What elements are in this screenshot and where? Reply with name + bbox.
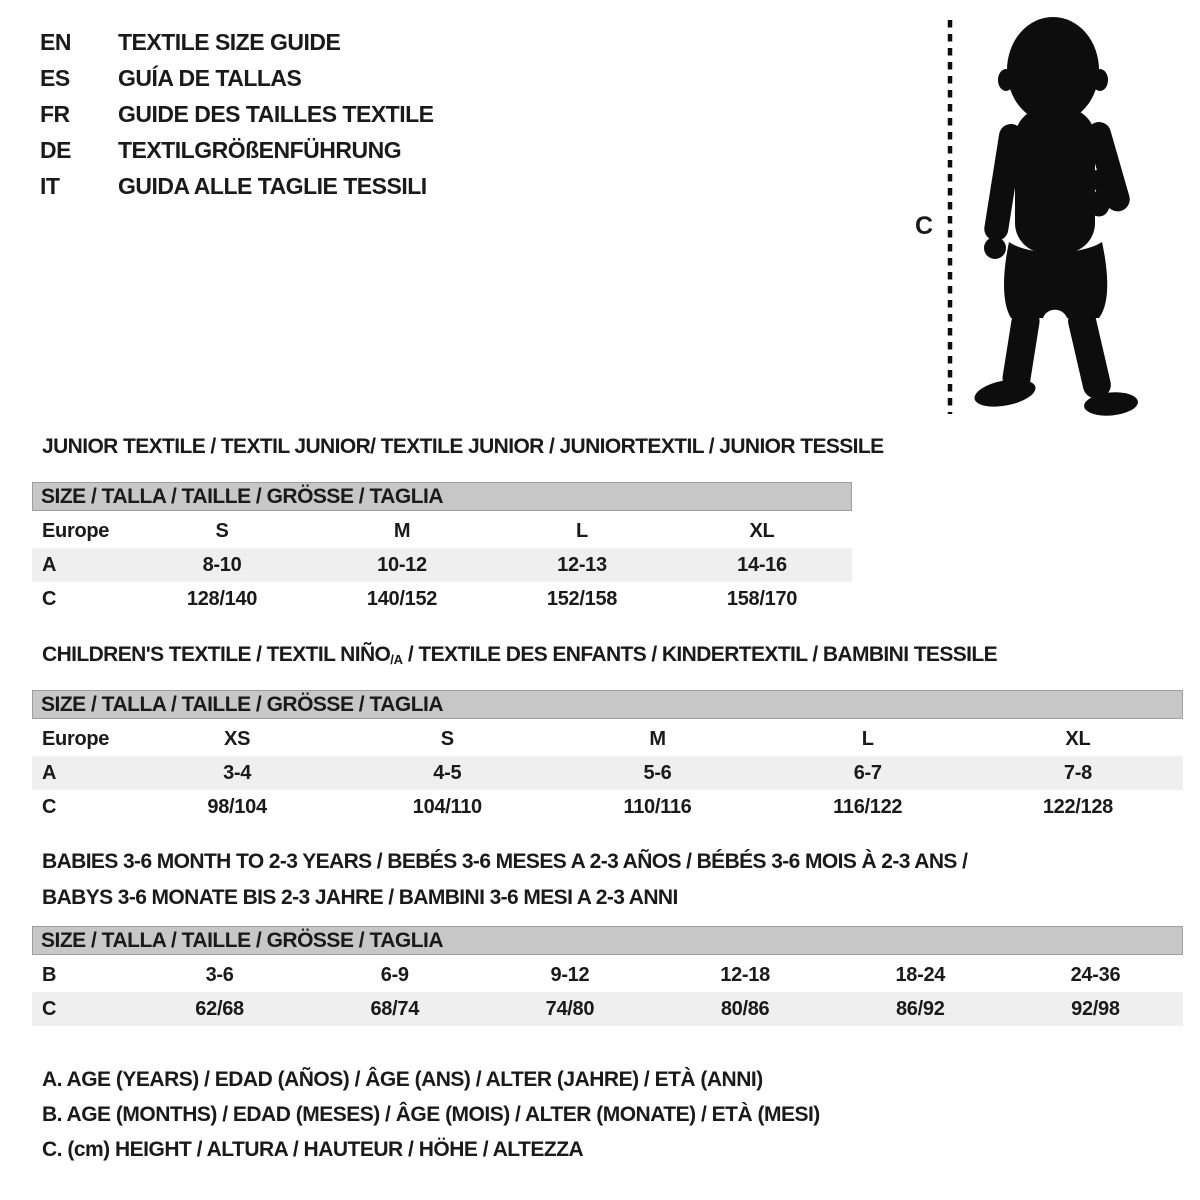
table-row-height bbox=[32, 582, 852, 616]
table-cell: 9-12 bbox=[550, 963, 590, 986]
table-cell: M bbox=[649, 727, 666, 750]
table-row-height bbox=[32, 992, 1183, 1026]
junior-section-title: JUNIOR TEXTILE / TEXTIL JUNIOR/ TEXTILE JUNIOR / JUNIORTEXTIL / JUNIOR TESSILE bbox=[42, 435, 884, 458]
junior-size-table bbox=[32, 482, 852, 616]
row-label: Europe bbox=[42, 519, 110, 542]
language-code: DE bbox=[40, 136, 71, 163]
language-code: ES bbox=[40, 64, 70, 91]
table-cell: 152/158 bbox=[546, 587, 618, 610]
table-row-age-years bbox=[32, 548, 852, 582]
table-cell: 92/98 bbox=[1071, 997, 1120, 1020]
language-row-fr bbox=[40, 96, 434, 132]
legend-line-b: B. AGE (MONTHS) / EDAD (MESES) / ÂGE (MOIS) / ALTER (MONATE) / ETÀ (MESI) bbox=[42, 1103, 820, 1126]
table-cell: 74/80 bbox=[545, 997, 595, 1020]
table-cell: 86/92 bbox=[895, 997, 945, 1020]
table-cell: 110/116 bbox=[623, 795, 692, 818]
table-row-europe bbox=[32, 722, 1183, 756]
language-row-it bbox=[40, 168, 434, 204]
table-cell: 6-9 bbox=[380, 963, 409, 986]
table-cell: L bbox=[861, 727, 874, 750]
table-cell: 128/140 bbox=[186, 587, 258, 610]
size-table-header: SIZE / TALLA / TAILLE / GRÖSSE / TAGLIA bbox=[32, 690, 1183, 719]
table-cell: 12-13 bbox=[557, 553, 607, 576]
legend bbox=[42, 1062, 820, 1167]
table-cell: 80/86 bbox=[720, 997, 770, 1020]
table-cell: 14-16 bbox=[737, 553, 787, 576]
table-cell: 3-4 bbox=[223, 761, 252, 784]
table-cell: 12-18 bbox=[720, 963, 770, 986]
table-cell: XL bbox=[749, 519, 775, 542]
table-cell: 62/68 bbox=[195, 997, 244, 1020]
language-code: EN bbox=[40, 28, 71, 55]
table-cell: M bbox=[393, 519, 411, 542]
language-code: IT bbox=[40, 172, 60, 199]
language-title: GUÍA DE TALLAS bbox=[118, 64, 302, 91]
table-cell: 6-7 bbox=[853, 761, 882, 784]
table-cell: 24-36 bbox=[1070, 963, 1121, 986]
language-title: GUIDA ALLE TAGLIE TESSILI bbox=[118, 172, 427, 199]
row-label: A bbox=[42, 553, 57, 576]
table-cell: 98/104 bbox=[207, 795, 267, 818]
size-table-header: SIZE / TALLA / TAILLE / GRÖSSE / TAGLIA bbox=[32, 482, 852, 511]
table-cell: 3-6 bbox=[205, 963, 234, 986]
row-label: C bbox=[42, 587, 57, 610]
children-title-subscript: /A bbox=[390, 652, 403, 667]
table-cell: XL bbox=[1065, 727, 1091, 750]
language-list bbox=[40, 24, 434, 204]
children-title-suffix: / TEXTILE DES ENFANTS / KINDERTEXTIL / BAMBINI TESSILE bbox=[402, 643, 998, 666]
table-row-europe bbox=[32, 514, 852, 548]
table-row-age-years bbox=[32, 756, 1183, 790]
children-section-title bbox=[42, 642, 997, 673]
legend-line-c: C. (cm) HEIGHT / ALTURA / HAUTEUR / HÖHE / ALTEZZA bbox=[42, 1138, 584, 1161]
table-cell: S bbox=[440, 727, 454, 750]
row-label: Europe bbox=[42, 727, 110, 750]
table-cell: 122/128 bbox=[1042, 795, 1114, 818]
language-title: TEXTILGRÖßENFÜHRUNG bbox=[118, 136, 402, 163]
table-cell: 5-6 bbox=[643, 761, 672, 784]
row-label: A bbox=[42, 761, 57, 784]
language-code: FR bbox=[40, 100, 70, 127]
row-label: C bbox=[42, 997, 57, 1020]
babies-title-line1: BABIES 3-6 MONTH TO 2-3 YEARS / BEBÉS 3-6 MESES A 2-3 AÑOS / BÉBÉS 3-6 MOIS À 2-3 ANS / bbox=[42, 850, 968, 873]
toddler-silhouette-icon bbox=[903, 12, 1155, 424]
babies-section-title bbox=[42, 844, 967, 916]
table-cell: 158/170 bbox=[726, 587, 798, 610]
language-row-es bbox=[40, 60, 434, 96]
table-cell: 116/122 bbox=[833, 795, 903, 818]
children-size-table bbox=[32, 690, 1183, 824]
language-title: GUIDE DES TAILLES TEXTILE bbox=[118, 100, 434, 127]
table-cell: L bbox=[576, 519, 588, 542]
table-cell: 104/110 bbox=[412, 795, 482, 818]
size-table-header: SIZE / TALLA / TAILLE / GRÖSSE / TAGLIA bbox=[32, 926, 1183, 955]
height-figure bbox=[903, 12, 1155, 424]
row-label: B bbox=[42, 963, 57, 986]
table-cell: XS bbox=[224, 727, 251, 750]
row-label: C bbox=[42, 795, 57, 818]
table-cell: S bbox=[215, 519, 229, 542]
table-cell: 68/74 bbox=[370, 997, 420, 1020]
table-row-age-months bbox=[32, 958, 1183, 992]
table-cell: 8-10 bbox=[202, 553, 242, 576]
table-cell: 4-5 bbox=[433, 761, 462, 784]
table-row-height bbox=[32, 790, 1183, 824]
legend-line-a: A. AGE (YEARS) / EDAD (AÑOS) / ÂGE (ANS) / ALTER (JAHRE) / ETÀ (ANNI) bbox=[42, 1068, 763, 1091]
language-row-en bbox=[40, 24, 434, 60]
babies-size-table bbox=[32, 926, 1183, 1026]
table-cell: 18-24 bbox=[895, 963, 946, 986]
height-measure-label: C bbox=[915, 212, 934, 240]
table-cell: 7-8 bbox=[1063, 761, 1092, 784]
table-cell: 140/152 bbox=[366, 587, 438, 610]
language-row-de bbox=[40, 132, 434, 168]
table-cell: 10-12 bbox=[377, 553, 427, 576]
children-title-prefix: CHILDREN'S TEXTILE / TEXTIL NIÑO bbox=[42, 643, 391, 666]
babies-title-line2: BABYS 3-6 MONATE BIS 2-3 JAHRE / BAMBINI 3-6 MESI A 2-3 ANNI bbox=[42, 886, 678, 909]
language-title: TEXTILE SIZE GUIDE bbox=[118, 28, 341, 55]
